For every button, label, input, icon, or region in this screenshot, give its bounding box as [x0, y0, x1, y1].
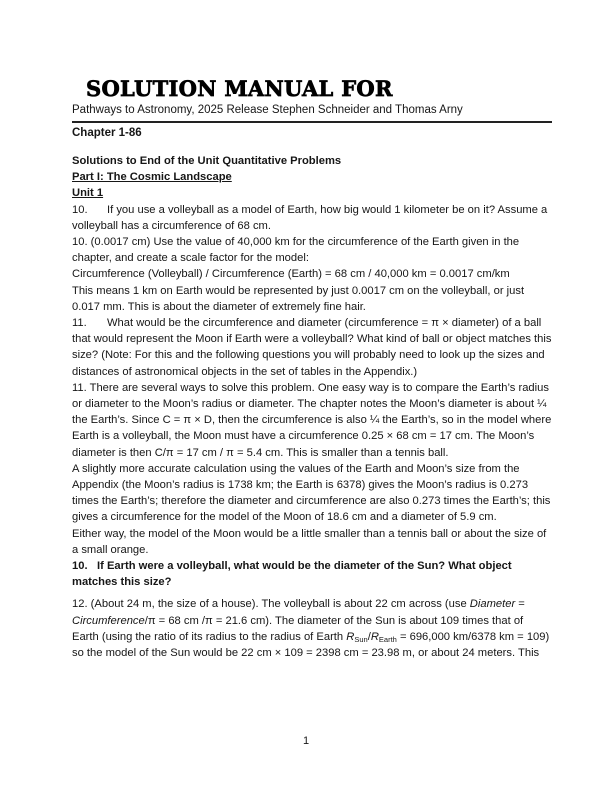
question-10-sun-number: 10. — [72, 560, 88, 573]
answer-12-italic-diameter: Diameter — [469, 598, 516, 611]
answer-12-text: /π = 68 cm /π = 21.6 cm). The diameter of the Sun is about 109 times that of Earth (using the ratio of its radius to the radius of Earth — [72, 614, 524, 643]
question-10 — [72, 202, 552, 234]
answer-10-equation: Circumference (Volleyball) / Circumference (Earth) = 68 cm / 40,000 km = 0.0017 cm/km — [72, 268, 510, 281]
answer-12 — [72, 596, 552, 661]
question-10-sun — [72, 558, 552, 590]
question-11 — [72, 315, 552, 380]
answer-12-sun-subscript: Sun — [354, 634, 368, 644]
page-content — [72, 77, 552, 661]
question-11-number: 11. — [72, 317, 87, 330]
part-heading: Part I: The Cosmic Landscape — [72, 171, 232, 184]
answer-10-part-1: 10. (0.0017 cm) Use the value of 40,000 km for the circumference of the Earth given in the chapter, and create a scale factor for the model: — [72, 236, 520, 265]
document-subtitle: Pathways to Astronomy, 2025 Release Stephen Schneider and Thomas Arny — [72, 104, 463, 116]
question-11-text: What would be the circumference and diameter (circumference = π × diameter) of a ball that would represent the Moon if Earth were a volleyball? What kind of ball or object matches this size? (Note: For this and the following questions you will probably need to look up the sizes and distances of astronomical objects in the set of tables in the Appendix.) — [72, 317, 552, 378]
document-title: SOLUTION MANUAL FOR — [86, 76, 393, 101]
body-text — [72, 153, 552, 661]
question-10-number: 10. — [72, 203, 88, 216]
chapter-label: Chapter 1-86 — [72, 127, 142, 139]
answer-12-text: = — [515, 598, 525, 611]
answer-10-part-2: This means 1 km on Earth would be represented by just 0.0017 cm on the volleyball, or just 0.017 mm. This is about the diameter of extremely fine hair. — [72, 284, 525, 313]
answer-12-earth-subscript: Earth — [378, 634, 397, 644]
answer-12-r-earth-symbol: R — [370, 630, 379, 643]
answer-12-text: / — [367, 630, 371, 643]
answer-11-part-3: Either way, the model of the Moon would be a little smaller than a tennis ball or about the size of a small orange. — [72, 527, 547, 556]
answer-12-text: 12. (About 24 m, the size of a house). The volleyball is about 22 cm across (use — [72, 598, 470, 611]
answer-11-part-1: 11. There are several ways to solve this problem. One easy way is to compare the Earth’s radius or diameter to the Moon’s radius or diameter. The chapter notes the Moon’s diameter is about ¼ the Earth’s. Since C = π × D, then the circumference is also ¼ the Earth’s, so in the model where Earth is a volleyball, the Moon must have a circumference 0.25 × 68 cm = 17 cm. The Moon’s diameter is then C/π = 17 cm / π = 5.4 cm. This is smaller than a tennis ball. — [72, 381, 552, 459]
question-10-sun-text: If Earth were a volleyball, what would be the diameter of the Sun? What object matches this size? — [72, 560, 512, 589]
unit-heading: Unit 1 — [72, 187, 104, 200]
answer-12-italic-circumference: Circumference — [72, 614, 145, 627]
section-heading: Solutions to End of the Unit Quantitative Problems — [72, 155, 342, 167]
header-divider — [72, 121, 552, 123]
question-10-text: If you use a volleyball as a model of Earth, how big would 1 kilometer be on it? Assume a volleyball has a circumference of 68 cm. — [72, 203, 548, 232]
page-number: 1 — [302, 735, 310, 747]
answer-12-text: = 696,000 km/6378 km = 109) so the model of the Sun would be 22 cm × 109 = 2398 cm = 23.98 m, or about 24 meters. This — [72, 630, 550, 660]
answer-11-part-2: A slightly more accurate calculation using the values of the Earth and Moon’s size from the Appendix (the Moon’s radius is 1738 km; the Earth is 6378) gives the Moon’s radius is 0.273 times the Earth’s; therefore the diameter and circumference are also 0.273 times the Earth’s; this gives a circumference for the model of the Moon of 18.6 cm and a diameter of 5.9 cm. — [72, 462, 551, 524]
answer-12-r-sun-symbol: R — [346, 630, 355, 643]
